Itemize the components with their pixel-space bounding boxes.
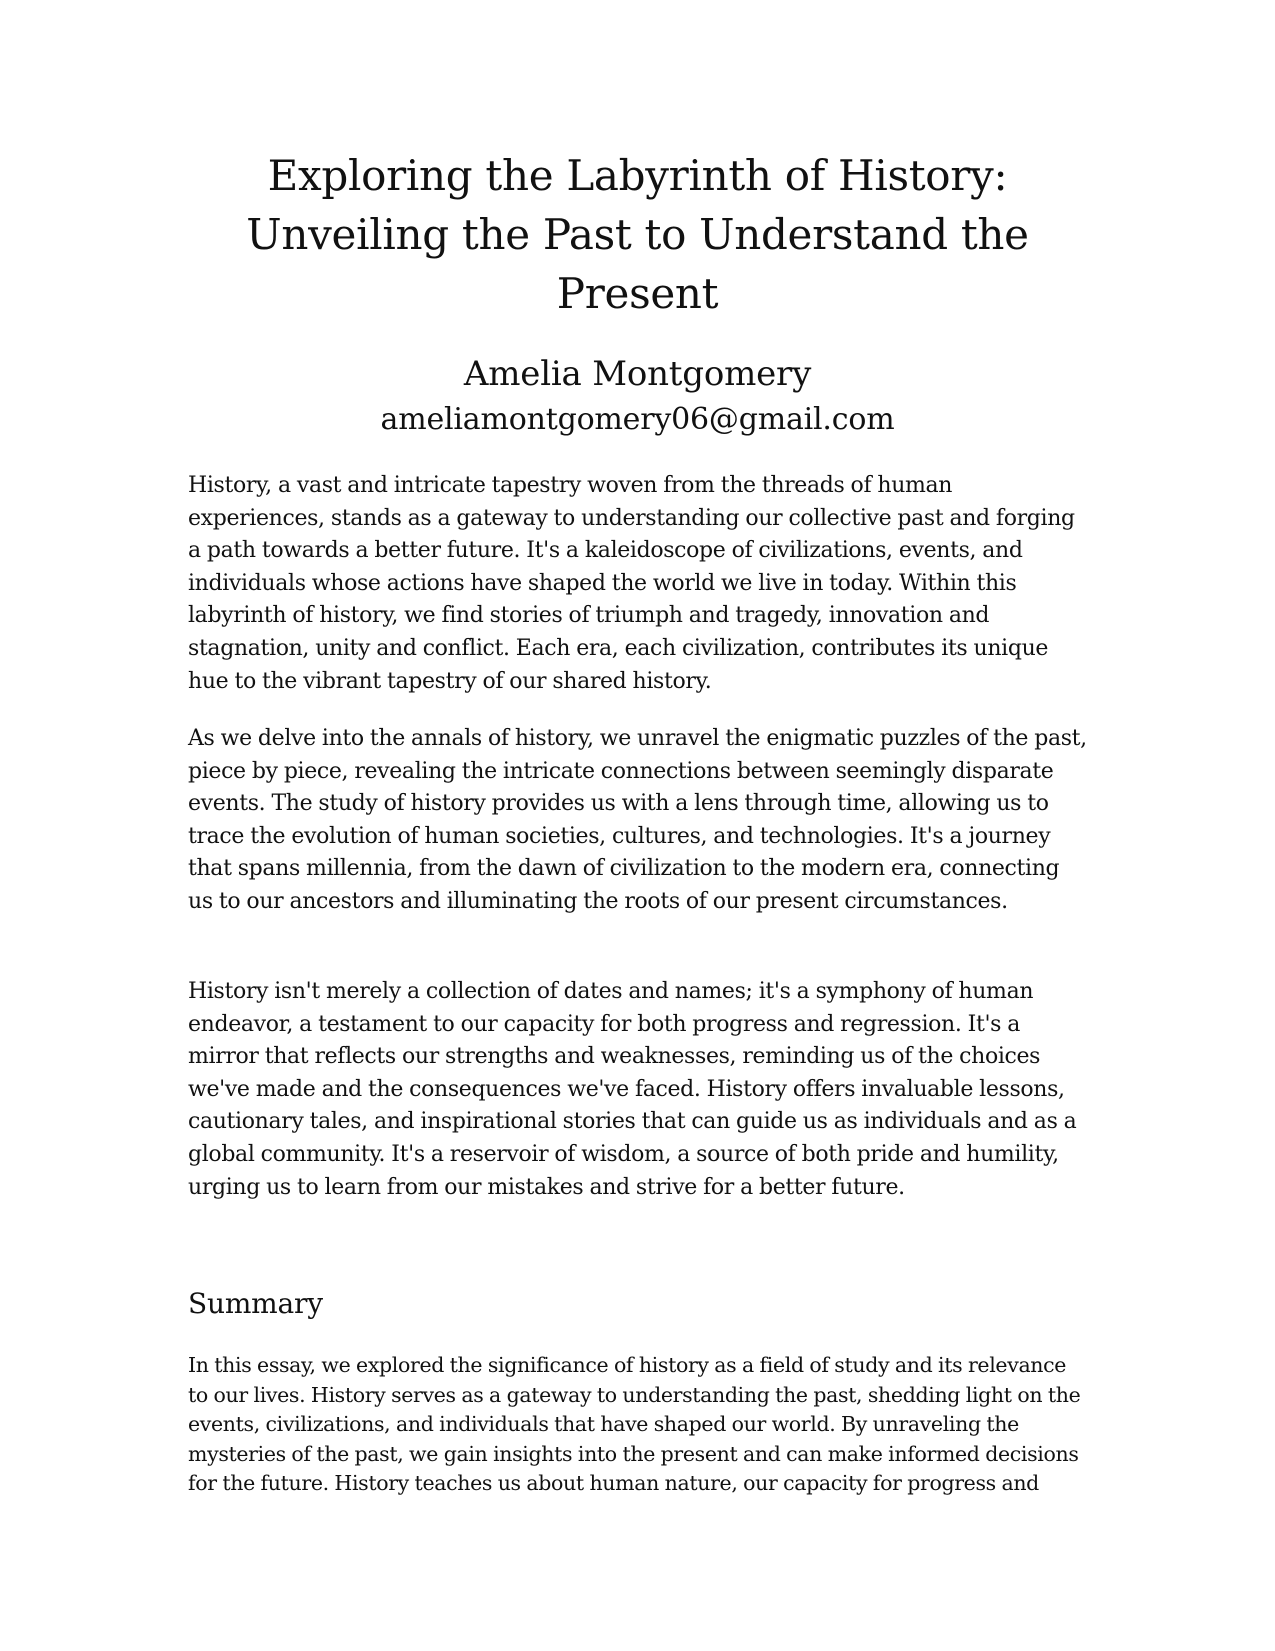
summary-heading: Summary bbox=[188, 1287, 323, 1320]
body-paragraph-3: History isn't merely a collection of dates and names; it's a symphony of human endeavor, a testament to our capacity for both progress and regression. It's a mirror that reflects our strengths and weaknesses, reminding us of the choices we've made and the consequences we've faced. History offers invaluable lessons, cautionary tales, and inspirational stories that can guide us as individuals and as a global community. It's a reservoir of wisdom, a source of both pride and humility, urging us to learn from our mistakes and strive for a better future. bbox=[188, 979, 1077, 1200]
author-email: ameliamontgomery06@gmail.com bbox=[380, 402, 895, 437]
body-paragraph-1: History, a vast and intricate tapestry woven from the threads of human experiences, stands as a gateway to understanding our collective past and forging a path towards a better future. It's a kaleidoscope of civilizations, events, and individuals whose actions have shaped the world we live in today. Within this labyrinth of history, we find stories of triumph and tragedy, innovation and stagnation, unity and conflict. Each era, each civilization, contributes its unique hue to the vibrant tapestry of our shared history. bbox=[188, 473, 1075, 694]
body-paragraph-2: As we delve into the annals of history, we unravel the enigmatic puzzles of the past, piece by piece, revealing the intricate connections between seemingly disparate events. The study of history provides us with a lens through time, allowing us to trace the evolution of human societies, cultures, and technologies. It's a journey that spans millennia, from the dawn of civilization to the modern era, connecting us to our ancestors and illuminating the roots of our present circumstances. bbox=[188, 726, 1087, 914]
author-name: Amelia Montgomery bbox=[463, 354, 812, 394]
summary-paragraph: In this essay, we explored the significance of history as a field of study and its relevance to our lives. History serves as a gateway to understanding the past, shedding light on the events, civilizations, and individuals that have shaped our world. By unraveling the mysteries of the past, we gain insights into the present and can make informed decisions for the future. History teaches us about human nature, our capacity for progress and bbox=[188, 1353, 1081, 1496]
document-title: Exploring the Labyrinth of History: Unveiling the Past to Understand the Present bbox=[246, 151, 1029, 318]
